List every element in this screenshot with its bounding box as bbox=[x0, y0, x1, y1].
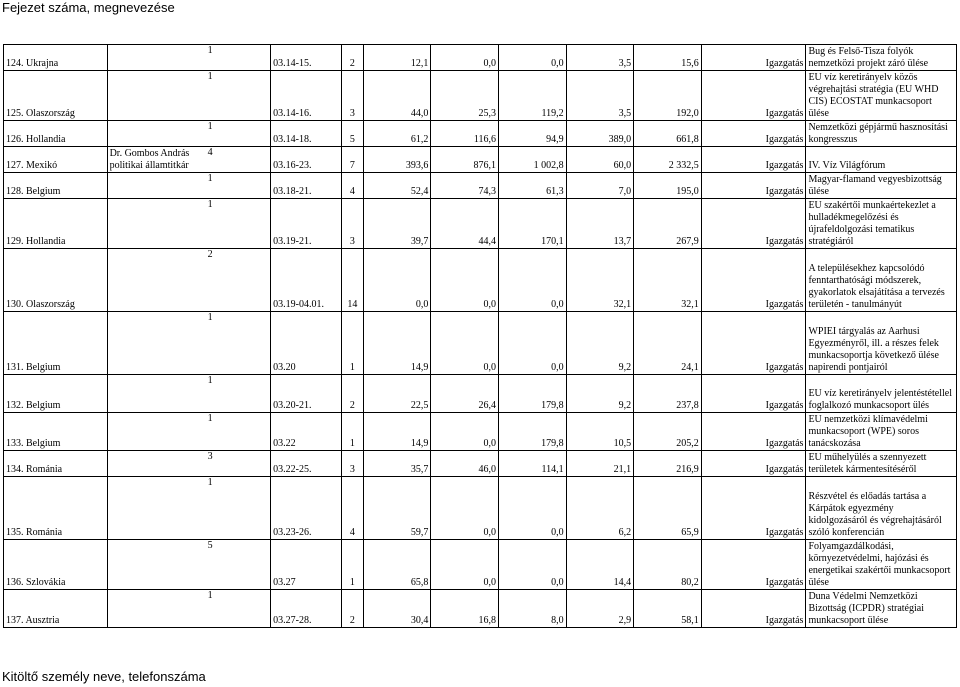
type-cell: Igazgatás bbox=[701, 71, 806, 121]
type-cell: Igazgatás bbox=[701, 477, 806, 540]
date-cell: 03.22 bbox=[271, 413, 342, 451]
value-cell: 8,0 bbox=[498, 590, 566, 628]
country-cell: 125. Olaszország bbox=[4, 71, 108, 121]
person-cell bbox=[107, 121, 271, 147]
type-cell: Igazgatás bbox=[701, 413, 806, 451]
value-cell: 6,2 bbox=[566, 477, 634, 540]
value-cell: 39,7 bbox=[363, 199, 431, 249]
table-body bbox=[4, 45, 957, 628]
participant-count: 1 bbox=[207, 477, 213, 488]
person-cell bbox=[107, 147, 271, 173]
value-cell: 876,1 bbox=[431, 147, 499, 173]
description-cell: EU víz keretirányelv közös végrehajtási stratégia (EU WHD CIS) ECOSTAT munkacsoport ülése bbox=[806, 71, 957, 121]
days-cell: 1 bbox=[342, 413, 364, 451]
country-cell: 130. Olaszország bbox=[4, 249, 108, 312]
type-cell: Igazgatás bbox=[701, 249, 806, 312]
person-cell bbox=[107, 249, 271, 312]
person-cell bbox=[107, 451, 271, 477]
value-cell: 13,7 bbox=[566, 199, 634, 249]
description-cell: EU nemzetközi klímavédelmi munkacsoport (WPE) soros tanácskozása bbox=[806, 413, 957, 451]
value-cell: 14,4 bbox=[566, 540, 634, 590]
days-cell: 14 bbox=[342, 249, 364, 312]
participant-count: 1 bbox=[207, 375, 213, 386]
type-cell: Igazgatás bbox=[701, 45, 806, 71]
person-cell bbox=[107, 375, 271, 413]
value-cell: 94,9 bbox=[498, 121, 566, 147]
table-row bbox=[4, 121, 957, 147]
person-cell bbox=[107, 477, 271, 540]
participant-count: 4 bbox=[207, 147, 213, 158]
description-cell: Részvétel és előadás tartása a Kárpátok egyezmény kidolgozásáról és végrehajtásáról szóló konferencián bbox=[806, 477, 957, 540]
value-cell: 195,0 bbox=[634, 173, 702, 199]
country-cell: 136. Szlovákia bbox=[4, 540, 108, 590]
date-cell: 03.20-21. bbox=[271, 375, 342, 413]
type-cell: Igazgatás bbox=[701, 173, 806, 199]
participant-count: 2 bbox=[207, 249, 213, 260]
value-cell: 0,0 bbox=[498, 477, 566, 540]
days-cell: 4 bbox=[342, 173, 364, 199]
value-cell: 119,2 bbox=[498, 71, 566, 121]
value-cell: 1 002,8 bbox=[498, 147, 566, 173]
country-cell: 134. Románia bbox=[4, 451, 108, 477]
value-cell: 60,0 bbox=[566, 147, 634, 173]
participant-count: 3 bbox=[207, 451, 213, 462]
value-cell: 65,8 bbox=[363, 540, 431, 590]
value-cell: 0,0 bbox=[498, 540, 566, 590]
date-cell: 03.18-21. bbox=[271, 173, 342, 199]
days-cell: 5 bbox=[342, 121, 364, 147]
value-cell: 65,9 bbox=[634, 477, 702, 540]
description-cell: Duna Védelmi Nemzetközi Bizottság (ICPDR) stratégiai munkacsoport ülése bbox=[806, 590, 957, 628]
days-cell: 3 bbox=[342, 199, 364, 249]
person-cell bbox=[107, 45, 271, 71]
value-cell: 32,1 bbox=[634, 249, 702, 312]
person-cell bbox=[107, 312, 271, 375]
person-cell bbox=[107, 590, 271, 628]
value-cell: 393,6 bbox=[363, 147, 431, 173]
value-cell: 61,3 bbox=[498, 173, 566, 199]
participant-count: 1 bbox=[207, 590, 213, 601]
description-cell: EU műhelyülés a szennyezett területek kármentesítéséről bbox=[806, 451, 957, 477]
type-cell: Igazgatás bbox=[701, 199, 806, 249]
table-row bbox=[4, 249, 957, 312]
value-cell: 22,5 bbox=[363, 375, 431, 413]
value-cell: 661,8 bbox=[634, 121, 702, 147]
date-cell: 03.20 bbox=[271, 312, 342, 375]
date-cell: 03.22-25. bbox=[271, 451, 342, 477]
value-cell: 179,8 bbox=[498, 375, 566, 413]
participant-count: 5 bbox=[207, 540, 213, 551]
participant-count: 1 bbox=[207, 173, 213, 184]
value-cell: 0,0 bbox=[431, 540, 499, 590]
participant-count: 1 bbox=[207, 45, 213, 56]
date-cell: 03.19-04.01. bbox=[271, 249, 342, 312]
value-cell: 52,4 bbox=[363, 173, 431, 199]
value-cell: 24,1 bbox=[634, 312, 702, 375]
value-cell: 2,9 bbox=[566, 590, 634, 628]
value-cell: 2 332,5 bbox=[634, 147, 702, 173]
value-cell: 35,7 bbox=[363, 451, 431, 477]
table-row bbox=[4, 199, 957, 249]
days-cell: 3 bbox=[342, 451, 364, 477]
participant-count: 1 bbox=[207, 312, 213, 323]
days-cell: 7 bbox=[342, 147, 364, 173]
value-cell: 80,2 bbox=[634, 540, 702, 590]
date-cell: 03.14-18. bbox=[271, 121, 342, 147]
type-cell: Igazgatás bbox=[701, 312, 806, 375]
country-cell: 126. Hollandia bbox=[4, 121, 108, 147]
type-cell: Igazgatás bbox=[701, 121, 806, 147]
value-cell: 44,0 bbox=[363, 71, 431, 121]
value-cell: 0,0 bbox=[498, 45, 566, 71]
value-cell: 59,7 bbox=[363, 477, 431, 540]
table-row bbox=[4, 147, 957, 173]
value-cell: 9,2 bbox=[566, 375, 634, 413]
days-cell: 1 bbox=[342, 540, 364, 590]
value-cell: 14,9 bbox=[363, 413, 431, 451]
table-row bbox=[4, 540, 957, 590]
country-cell: 137. Ausztria bbox=[4, 590, 108, 628]
country-cell: 128. Belgium bbox=[4, 173, 108, 199]
date-cell: 03.16-23. bbox=[271, 147, 342, 173]
value-cell: 32,1 bbox=[566, 249, 634, 312]
date-cell: 03.23-26. bbox=[271, 477, 342, 540]
value-cell: 30,4 bbox=[363, 590, 431, 628]
country-cell: 124. Ukrajna bbox=[4, 45, 108, 71]
description-cell: Magyar-flamand vegyesbizottság ülése bbox=[806, 173, 957, 199]
value-cell: 0,0 bbox=[363, 249, 431, 312]
description-cell: EU szakértői munkaértekezlet a hulladékmegelőzési és újrafeldolgozási tematikus stratégiáról bbox=[806, 199, 957, 249]
participant-count: 1 bbox=[207, 199, 213, 210]
value-cell: 0,0 bbox=[431, 249, 499, 312]
value-cell: 205,2 bbox=[634, 413, 702, 451]
value-cell: 0,0 bbox=[431, 45, 499, 71]
value-cell: 58,1 bbox=[634, 590, 702, 628]
days-cell: 1 bbox=[342, 312, 364, 375]
value-cell: 0,0 bbox=[431, 312, 499, 375]
date-cell: 03.27 bbox=[271, 540, 342, 590]
type-cell: Igazgatás bbox=[701, 540, 806, 590]
country-cell: 133. Belgium bbox=[4, 413, 108, 451]
days-cell: 3 bbox=[342, 71, 364, 121]
value-cell: 26,4 bbox=[431, 375, 499, 413]
description-cell: Folyamgazdálkodási, környezetvédelmi, hajózási és energetikai szakértői munkacsoport ülése bbox=[806, 540, 957, 590]
table-row bbox=[4, 312, 957, 375]
value-cell: 237,8 bbox=[634, 375, 702, 413]
country-cell: 131. Belgium bbox=[4, 312, 108, 375]
date-cell: 03.14-15. bbox=[271, 45, 342, 71]
value-cell: 7,0 bbox=[566, 173, 634, 199]
person-cell bbox=[107, 71, 271, 121]
table-row bbox=[4, 71, 957, 121]
value-cell: 114,1 bbox=[498, 451, 566, 477]
value-cell: 61,2 bbox=[363, 121, 431, 147]
value-cell: 21,1 bbox=[566, 451, 634, 477]
value-cell: 3,5 bbox=[566, 71, 634, 121]
table-row bbox=[4, 45, 957, 71]
value-cell: 216,9 bbox=[634, 451, 702, 477]
date-cell: 03.19-21. bbox=[271, 199, 342, 249]
type-cell: Igazgatás bbox=[701, 451, 806, 477]
description-cell: Nemzetközi gépjármű hasznosítási kongresszus bbox=[806, 121, 957, 147]
description-cell: A településekhez kapcsolódó fenntarthatósági módszerek, gyakorlatok elsajátítása a tervezés területén - tanulmányút bbox=[806, 249, 957, 312]
description-cell: IV. Víz Világfórum bbox=[806, 147, 957, 173]
value-cell: 389,0 bbox=[566, 121, 634, 147]
description-cell: WPIEI tárgyalás az Aarhusi Egyezményről, ill. a részes felek munkacsoportja következő ülése napirendi pontjairól bbox=[806, 312, 957, 375]
value-cell: 74,3 bbox=[431, 173, 499, 199]
person-cell bbox=[107, 413, 271, 451]
days-cell: 4 bbox=[342, 477, 364, 540]
description-cell: EU víz keretirányelv jelentéstétellel foglalkozó munkacsoport ülés bbox=[806, 375, 957, 413]
table-row bbox=[4, 451, 957, 477]
country-cell: 135. Románia bbox=[4, 477, 108, 540]
value-cell: 10,5 bbox=[566, 413, 634, 451]
date-cell: 03.27-28. bbox=[271, 590, 342, 628]
value-cell: 0,0 bbox=[431, 477, 499, 540]
value-cell: 0,0 bbox=[431, 413, 499, 451]
table-row bbox=[4, 375, 957, 413]
value-cell: 170,1 bbox=[498, 199, 566, 249]
value-cell: 25,3 bbox=[431, 71, 499, 121]
table-row bbox=[4, 413, 957, 451]
country-cell: 132. Belgium bbox=[4, 375, 108, 413]
travel-table bbox=[3, 44, 957, 628]
value-cell: 116,6 bbox=[431, 121, 499, 147]
value-cell: 9,2 bbox=[566, 312, 634, 375]
value-cell: 3,5 bbox=[566, 45, 634, 71]
participant-count: 1 bbox=[207, 413, 213, 424]
country-cell: 129. Hollandia bbox=[4, 199, 108, 249]
value-cell: 0,0 bbox=[498, 249, 566, 312]
person-cell bbox=[107, 540, 271, 590]
value-cell: 46,0 bbox=[431, 451, 499, 477]
participant-count: 1 bbox=[207, 71, 213, 82]
days-cell: 2 bbox=[342, 375, 364, 413]
days-cell: 2 bbox=[342, 590, 364, 628]
value-cell: 12,1 bbox=[363, 45, 431, 71]
footer-title: Kitöltő személy neve, telefonszáma bbox=[2, 669, 206, 684]
table-row bbox=[4, 173, 957, 199]
description-cell: Bug és Felső-Tisza folyók nemzetközi projekt záró ülése bbox=[806, 45, 957, 71]
value-cell: 15,6 bbox=[634, 45, 702, 71]
value-cell: 267,9 bbox=[634, 199, 702, 249]
page-title: Fejezet száma, megnevezése bbox=[2, 0, 175, 15]
person-cell bbox=[107, 173, 271, 199]
value-cell: 179,8 bbox=[498, 413, 566, 451]
value-cell: 192,0 bbox=[634, 71, 702, 121]
value-cell: 0,0 bbox=[498, 312, 566, 375]
table-row bbox=[4, 477, 957, 540]
type-cell: Igazgatás bbox=[701, 375, 806, 413]
value-cell: 44,4 bbox=[431, 199, 499, 249]
country-cell: 127. Mexikó bbox=[4, 147, 108, 173]
value-cell: 16,8 bbox=[431, 590, 499, 628]
value-cell: 14,9 bbox=[363, 312, 431, 375]
date-cell: 03.14-16. bbox=[271, 71, 342, 121]
person-cell bbox=[107, 199, 271, 249]
table-row bbox=[4, 590, 957, 628]
type-cell: Igazgatás bbox=[701, 147, 806, 173]
participant-count: 1 bbox=[207, 121, 213, 132]
days-cell: 2 bbox=[342, 45, 364, 71]
type-cell: Igazgatás bbox=[701, 590, 806, 628]
person-name: Dr. Gombos András politikai államtitkár bbox=[109, 148, 190, 171]
